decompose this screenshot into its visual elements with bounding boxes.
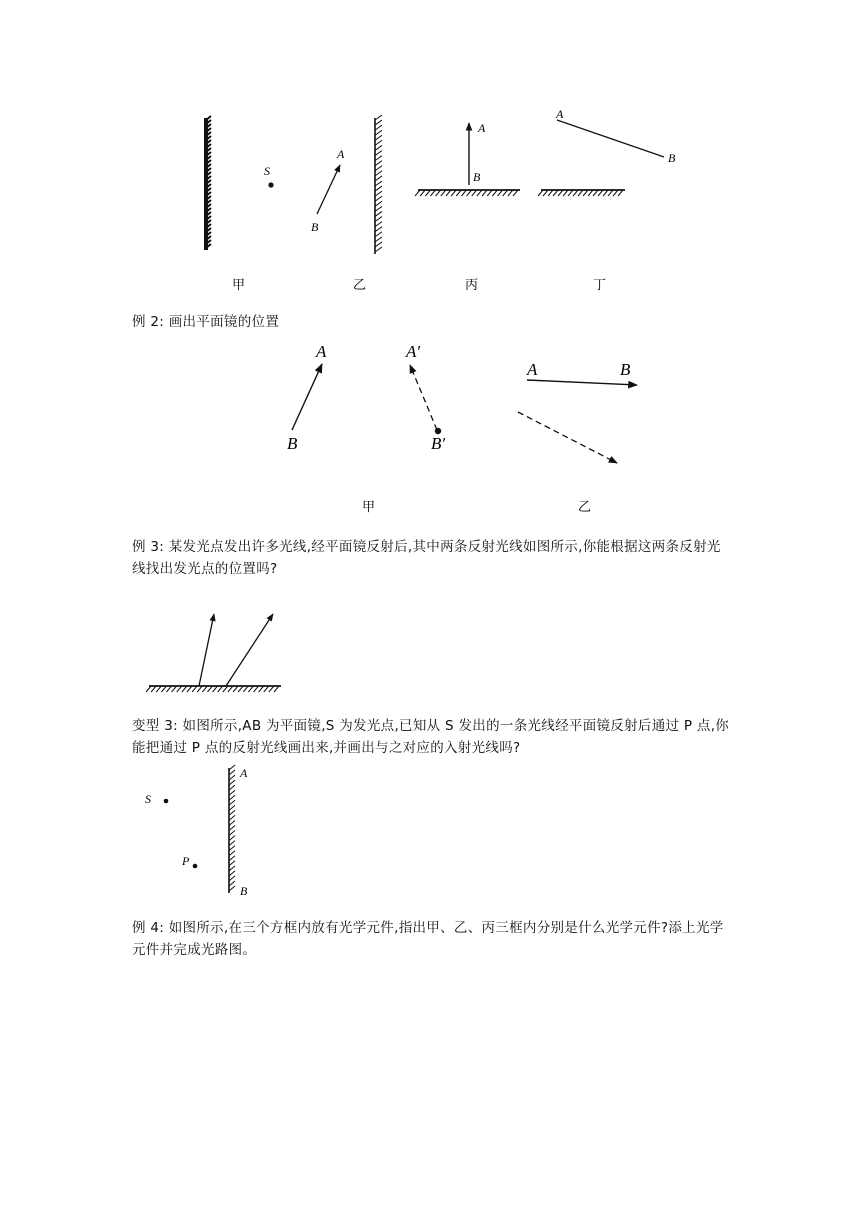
figure-4 — [145, 765, 248, 898]
mirror-hatch-mark — [375, 176, 382, 181]
mirror-hatch-mark — [229, 841, 235, 846]
mirror-hatch-mark — [375, 232, 382, 237]
mirror-hatch-mark — [229, 800, 235, 805]
mirror-hatch-mark — [375, 135, 382, 140]
mirror-hatch-mark — [229, 785, 235, 790]
mirror-hatch-mark — [229, 881, 235, 886]
label-b-bing: B — [473, 170, 481, 184]
point-s-4 — [164, 799, 169, 804]
mirror-hatch-mark — [182, 686, 187, 692]
line-ab-ding — [557, 120, 664, 157]
label-b-4: B — [240, 884, 248, 898]
mirror-hatch-mark — [229, 831, 235, 836]
mirror-hatch-mark — [202, 686, 207, 692]
mirror-hatch-mark — [375, 145, 382, 150]
mirror-hatch-mark — [218, 686, 223, 692]
mirror-hatch-mark — [248, 686, 253, 692]
example-2-text: 例 2: 画出平面镜的位置 — [132, 314, 280, 330]
mirror-hatch-mark — [229, 866, 235, 871]
caption-jia-2: 甲 — [362, 500, 376, 515]
mirror-hatch-mark — [269, 686, 274, 692]
mirror-hatch-mark — [259, 686, 264, 692]
label-b-jia: B — [287, 434, 298, 453]
figure-2 — [287, 342, 637, 515]
mirror-jia — [206, 116, 211, 250]
dashed-reflected-ray — [518, 412, 617, 463]
reflected-ray-1 — [199, 614, 214, 686]
label-a-yi2: A — [527, 360, 538, 379]
mirror-hatch-mark — [375, 242, 382, 247]
arrow-ba-yi — [317, 165, 340, 214]
label-b-prime: B′ — [431, 434, 446, 453]
mirror-hatch-mark — [243, 686, 248, 692]
mirror-hatch-mark — [375, 181, 382, 186]
label-a-4: A — [240, 766, 248, 780]
label-a-ding: A — [556, 107, 564, 121]
mirror-hatch-mark — [233, 686, 238, 692]
variant-3-text: 变型 3: 如图所示,AB 为平面镜,S 为发光点,已知从 S 发出的一条光线经平面镜反射后通过 P 点,你能把通过 P 点的反射光线画出来,并画出与之对应的入射光线吗? — [132, 718, 730, 756]
mirror-hatch-mark — [375, 201, 382, 206]
mirror-hatch-mark — [156, 686, 161, 692]
mirror-hatch-mark — [229, 805, 235, 810]
example-3-text: 例 3: 某发光点发出许多光线,经平面镜反射后,其中两条反射光线如图所示,你能根据这两条反射光线找出发光点的位置吗? — [132, 539, 721, 577]
arrow-ba-jia — [292, 364, 322, 430]
mirror-hatch-mark — [375, 186, 382, 191]
caption-ding: 丁 — [593, 278, 607, 293]
mirror-hatch-mark — [375, 161, 382, 166]
mirror-hatch-mark — [375, 217, 382, 222]
mirror-hatch-mark — [375, 115, 382, 120]
mirror-ab — [229, 765, 235, 893]
mirror-hatch-mark — [229, 770, 235, 775]
mirror-hatch-mark — [151, 686, 156, 692]
caption-yi-2: 乙 — [578, 500, 592, 515]
mirror-hatch-mark — [223, 686, 228, 692]
mirror-hatch-mark — [229, 815, 235, 820]
mirror-hatch-mark — [375, 211, 382, 216]
arrow-ab-yi — [527, 380, 637, 385]
label-a-bing: A — [478, 121, 486, 135]
mirror-hatch-mark — [375, 206, 382, 211]
label-b-yi2: B — [620, 360, 631, 379]
mirror-hatch-mark — [375, 151, 382, 156]
mirror-hatch-mark — [375, 171, 382, 176]
mirror-hatch-mark — [229, 820, 235, 825]
mirror-hatch-mark — [375, 166, 382, 171]
mirror-hatch-mark — [172, 686, 177, 692]
label-b-yi: B — [311, 220, 319, 234]
mirror-hatch-mark — [229, 876, 235, 881]
mirror-hatch-mark — [213, 686, 218, 692]
mirror-hatch-mark — [207, 686, 212, 692]
figure-1 — [206, 107, 676, 293]
point-s-label: S — [264, 164, 270, 178]
mirror-hatch-mark — [229, 780, 235, 785]
mirror-hatch-mark — [375, 140, 382, 145]
mirror-hatch-mark — [229, 790, 235, 795]
mirror-hatch-mark — [538, 190, 543, 196]
mirror-hatch-mark — [229, 775, 235, 780]
mirror-hatch-mark — [264, 686, 269, 692]
mirror-hatch-mark — [229, 886, 235, 891]
mirror-bing — [415, 190, 520, 196]
mirror-hatch-mark — [229, 851, 235, 856]
mirror-hatch-mark — [166, 686, 171, 692]
mirror-ding — [538, 190, 625, 196]
mirror-hatch-mark — [238, 686, 243, 692]
caption-jia: 甲 — [232, 278, 246, 293]
mirror-hatch-mark — [375, 247, 382, 252]
label-a-prime: A′ — [406, 342, 421, 361]
mirror-hatch-mark — [415, 190, 420, 196]
mirror-hatch-mark — [274, 686, 279, 692]
mirror-hatch-mark — [228, 686, 233, 692]
mirror-hatch-mark — [229, 765, 235, 770]
mirror-hatch-mark — [197, 686, 202, 692]
mirror-hatch-mark — [375, 120, 382, 125]
mirror-hatch-mark — [375, 125, 382, 130]
example-4-text: 例 4: 如图所示,在三个方框内放有光学元件,指出甲、乙、丙三框内分别是什么光学元件?添上光学元件并完成光路图。 — [132, 920, 724, 958]
figure-3 — [146, 614, 281, 692]
mirror-hatch-mark — [229, 826, 235, 831]
mirror-3 — [146, 686, 281, 692]
mirror-hatch-mark — [254, 686, 259, 692]
mirror-hatch-mark — [229, 836, 235, 841]
mirror-hatch-mark — [375, 227, 382, 232]
mirror-hatch-mark — [192, 686, 197, 692]
mirror-yi — [375, 115, 382, 254]
label-b-ding: B — [668, 151, 676, 165]
label-a-jia: A — [316, 342, 327, 361]
mirror-hatch-mark — [229, 810, 235, 815]
mirror-hatch-mark — [187, 686, 192, 692]
label-p-4: P — [182, 854, 190, 868]
point-s — [268, 182, 273, 187]
label-s-4: S — [145, 792, 151, 806]
mirror-hatch-mark — [375, 191, 382, 196]
point-p-4 — [193, 864, 198, 869]
mirror-hatch-mark — [229, 846, 235, 851]
caption-bing: 丙 — [465, 278, 479, 293]
arrow-b-prime-a-prime — [410, 365, 437, 430]
mirror-hatch-mark — [161, 686, 166, 692]
mirror-hatch-mark — [375, 237, 382, 242]
mirror-hatch-mark — [375, 222, 382, 227]
mirror-hatch-mark — [375, 196, 382, 201]
mirror-hatch-mark — [375, 156, 382, 161]
mirror-hatch-mark — [229, 861, 235, 866]
caption-yi: 乙 — [353, 278, 367, 293]
reflected-ray-2 — [226, 614, 273, 686]
mirror-hatch-mark — [229, 856, 235, 861]
mirror-hatch-mark — [229, 795, 235, 800]
mirror-hatch-mark — [375, 130, 382, 135]
mirror-hatch-mark — [229, 871, 235, 876]
mirror-hatch-mark — [177, 686, 182, 692]
label-a-yi: A — [337, 147, 345, 161]
mirror-hatch-mark — [146, 686, 151, 692]
